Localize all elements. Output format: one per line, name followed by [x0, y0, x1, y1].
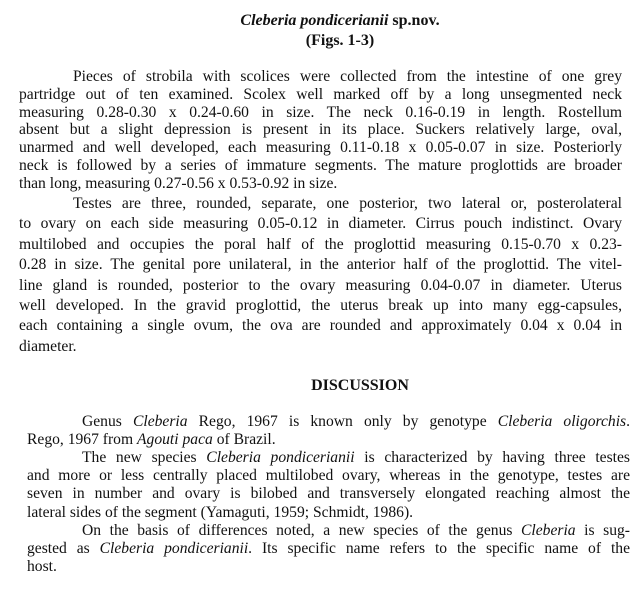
text-run: absent but a slight depression is present in its place. Suckers relatively large, oval, [19, 121, 622, 139]
paragraph-line [27, 504, 630, 522]
text-run: The new species [82, 449, 207, 467]
text-run: On the basis of differences noted, a new species of the genus [82, 521, 522, 539]
discussion-heading: DISCUSSION [311, 377, 409, 394]
paragraph-line [19, 121, 622, 139]
text-run: than long, measuring 0.27-0.56 x 0.53-0.92 in size. [19, 174, 338, 192]
paragraph-line [73, 68, 622, 86]
text-run: host. [27, 557, 57, 575]
paragraph-line [27, 558, 630, 576]
text-run: partridge out of ten examined. Scolex well marked off by a long unsegmented neck [19, 85, 622, 103]
paragraph-line [19, 297, 622, 315]
text-run: measuring 0.28-0.30 x 0.24-0.60 in size. The neck 0.16-0.19 in length. Rostellum [19, 103, 622, 121]
paragraph-line [27, 485, 630, 503]
species-name: Cleberia pondicerianii [240, 12, 389, 29]
text-run: diameter. [19, 337, 77, 355]
text-run: Genus [82, 413, 133, 430]
text-run: gested as [27, 539, 100, 557]
text-run: lateral sides of the segment (Yamaguti, 1959; Schmidt, 1986). [27, 503, 414, 521]
text-run: 0.28 in size. The genital pore unilateral, in the anterior half of the proglottid. The vitel- [19, 256, 622, 274]
paragraph-line [73, 195, 622, 213]
paragraph-line [19, 215, 622, 233]
italic-taxon-name: Cleberia oligorchis [497, 413, 627, 430]
text-run: is characterized by having three testes [354, 449, 630, 467]
paragraph-line [19, 139, 622, 157]
text-run: . Its specific name refers to the specific name of the [248, 539, 631, 557]
text-run: Pieces of strobila with scolices were collected from the intestine of one grey [73, 68, 622, 85]
italic-taxon-name: Cleberia pondicerianii [206, 449, 355, 467]
italic-taxon-name: Agouti paca [137, 431, 213, 449]
paragraph-line [19, 236, 622, 254]
italic-taxon-name: Cleberia [521, 521, 576, 539]
text-run: to ovary on each side measuring 0.05-0.12 in diameter. Cirrus pouch indistinct. Ovary [19, 215, 622, 233]
paragraph-line [82, 413, 630, 431]
paragraph-line [19, 86, 622, 104]
text-run: Rego, 1967 from [27, 431, 138, 449]
text-run: unarmed and well developed, each measuring 0.11-0.18 x 0.05-0.07 in size. Posteriorly [19, 139, 622, 157]
text-run: neck is followed by a series of immature segments. The mature proglottids are broader [19, 157, 622, 174]
text-run: Testes are three, rounded, separate, one posterior, two lateral or, posterolateral [73, 195, 622, 212]
species-suffix: sp.nov. [388, 12, 440, 29]
italic-taxon-name: Cleberia pondicerianii [99, 539, 249, 557]
text-run: Rego, 1967 is known only by genotype [187, 413, 498, 430]
text-run: line gland is rounded, posterior to the ovary measuring 0.04-0.07 in diameter. Uterus [19, 276, 622, 294]
article-title [0, 12, 637, 30]
paragraph-line [19, 157, 622, 175]
text-run: and more or less centrally placed multilobed ovary, whereas in the genotype, testes are [27, 467, 630, 485]
paragraph-line [82, 449, 630, 467]
text-run: of Brazil. [212, 431, 276, 449]
text-run: seven in number and ovary is bilobed and transversely elongated reaching almost the [27, 485, 630, 503]
paragraph-line [19, 175, 622, 193]
paragraph-line [19, 104, 622, 122]
text-run: well developed. In the gravid proglottid, the uterus break up into many egg-capsules, [19, 297, 622, 314]
paragraph-line [27, 540, 630, 558]
paragraph-line [19, 338, 622, 356]
figure-reference: (Figs. 1-3) [305, 32, 375, 49]
paragraph-line [19, 256, 622, 274]
italic-taxon-name: Cleberia [132, 413, 188, 430]
text-run: multilobed and occupies the poral half of the proglottid measuring 0.15-0.70 x 0.23- [19, 235, 622, 253]
paragraph-line [19, 277, 622, 295]
paragraph-line [27, 431, 630, 449]
paragraph-line [82, 522, 630, 540]
paragraph-line [27, 467, 630, 485]
text-run: is sug- [575, 521, 630, 539]
text-run: . [626, 413, 631, 430]
text-run: each containing a single ovum, the ova are rounded and approximately 0.04 x 0.04 in [19, 317, 622, 335]
paragraph-line [19, 317, 622, 335]
